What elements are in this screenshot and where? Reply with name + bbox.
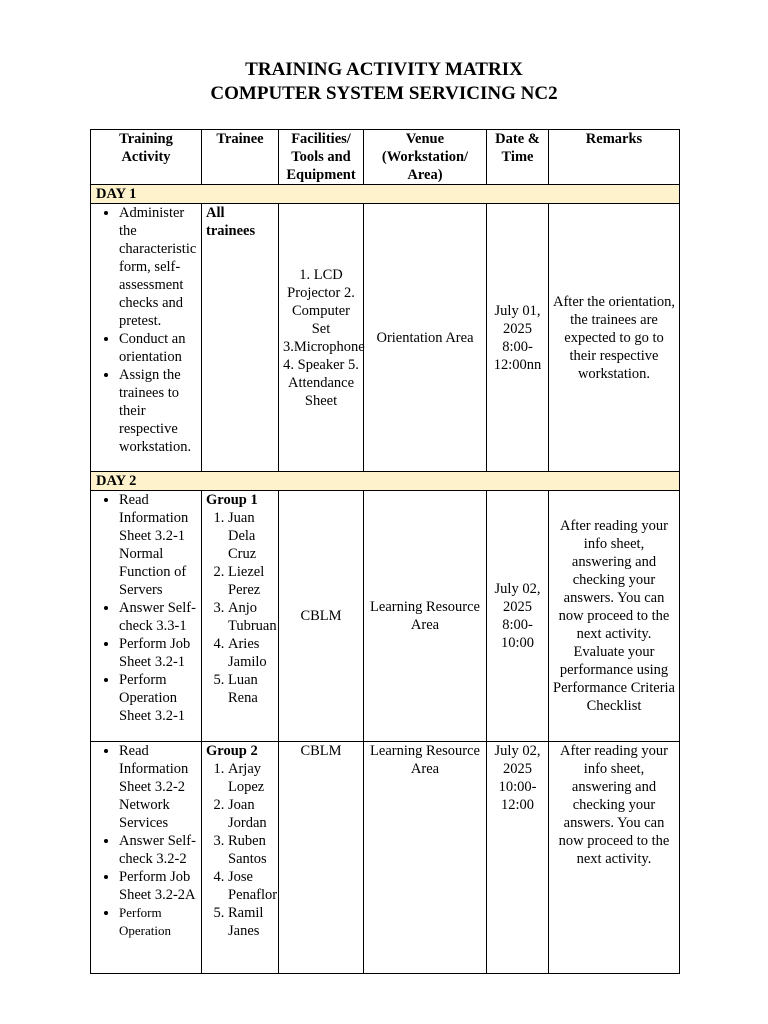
- activity-cell: [91, 204, 202, 472]
- header-trainee: Trainee: [202, 130, 279, 185]
- list-item: • Administer the characteristic form, self-assessment checks and pretest.: [119, 204, 197, 330]
- list-item: 2. Liezel Perez: [228, 563, 274, 599]
- list-item: • Perform Operation: [119, 904, 197, 940]
- date-cell: July 02, 2025 8:00-10:00: [487, 491, 549, 742]
- list-item: 1. Arjay Lopez: [228, 760, 274, 796]
- list-item: • Answer Self-check 3.3-1: [119, 599, 197, 635]
- list-item: • Perform Job Sheet 3.2-1: [119, 635, 197, 671]
- document-title: TRAINING ACTIVITY MATRIX: [245, 59, 523, 80]
- list-item: 5. Ramil Janes: [228, 904, 274, 940]
- list-item: • Perform Job Sheet 3.2-2A: [119, 868, 197, 904]
- table-row: [91, 491, 680, 742]
- activity-cell: [91, 491, 202, 742]
- header-activity: Training Activity: [91, 130, 202, 185]
- table-header-row: [91, 130, 680, 185]
- list-item: 4. Aries Jamilo: [228, 635, 274, 671]
- header-venue: Venue (Workstation/ Area): [364, 130, 487, 185]
- table-row: [91, 204, 680, 472]
- remarks-cell: After reading your info sheet, answering and checking your answers. You can now proceed to the next activity. Evaluate your performance using Performance Criteria Checklist: [549, 491, 680, 742]
- training-matrix-table: [90, 129, 680, 974]
- header-date: Date & Time: [487, 130, 549, 185]
- trainee-cell: [202, 204, 279, 472]
- day-1-label: DAY 1: [91, 185, 680, 204]
- activity-cell: [91, 742, 202, 974]
- list-item: 2. Joan Jordan: [228, 796, 274, 832]
- trainee-cell: [202, 491, 279, 742]
- list-item: • Assign the trainees to their respective workstation.: [119, 366, 197, 456]
- list-item: 5. Luan Rena: [228, 671, 274, 707]
- day-2-label: DAY 2: [91, 472, 680, 491]
- trainee-label: All trainees: [206, 205, 256, 239]
- list-item: 1. Juan Dela Cruz: [228, 509, 274, 563]
- day-1-row: [91, 185, 680, 204]
- list-item: • Conduct an orientation: [119, 330, 197, 366]
- header-facilities: Facilities/ Tools and Equipment: [279, 130, 364, 185]
- list-item: • Read Information Sheet 3.2-2 Network Services: [119, 742, 197, 832]
- list-item: • Read Information Sheet 3.2-1 Normal Function of Servers: [119, 491, 197, 599]
- document-subtitle: COMPUTER SYSTEM SERVICING NC2: [210, 83, 558, 104]
- list-item: • Perform Operation Sheet 3.2-1: [119, 671, 197, 725]
- list-item: 3. Ruben Santos: [228, 832, 274, 868]
- list-item: • Answer Self-check 3.2-2: [119, 832, 197, 868]
- venue-cell: Orientation Area: [364, 204, 487, 472]
- remarks-cell: After reading your info sheet, answering and checking your answers. You can now proceed to the next activity.: [549, 742, 680, 974]
- facilities-cell: CBLM: [279, 491, 364, 742]
- venue-cell: Learning Resource Area: [364, 491, 487, 742]
- group-label: Group 1: [206, 492, 258, 508]
- list-item: 4. Jose Penaflor: [228, 868, 274, 904]
- venue-cell: Learning Resource Area: [364, 742, 487, 974]
- date-cell: July 02, 2025 10:00-12:00: [487, 742, 549, 974]
- date-cell: July 01, 2025 8:00-12:00nn: [487, 204, 549, 472]
- trainee-cell: [202, 742, 279, 974]
- header-remarks: Remarks: [549, 130, 680, 185]
- group-label: Group 2: [206, 743, 258, 759]
- facilities-cell: 1. LCD Projector 2. Computer Set 3.Microphone 4. Speaker 5. Attendance Sheet: [279, 204, 364, 472]
- list-item: 3. Anjo Tubruan: [228, 599, 274, 635]
- day-2-row: [91, 472, 680, 491]
- table-row: [91, 742, 680, 974]
- facilities-cell: CBLM: [279, 742, 364, 974]
- remarks-cell: After the orientation, the trainees are expected to go to their respective workstation.: [549, 204, 680, 472]
